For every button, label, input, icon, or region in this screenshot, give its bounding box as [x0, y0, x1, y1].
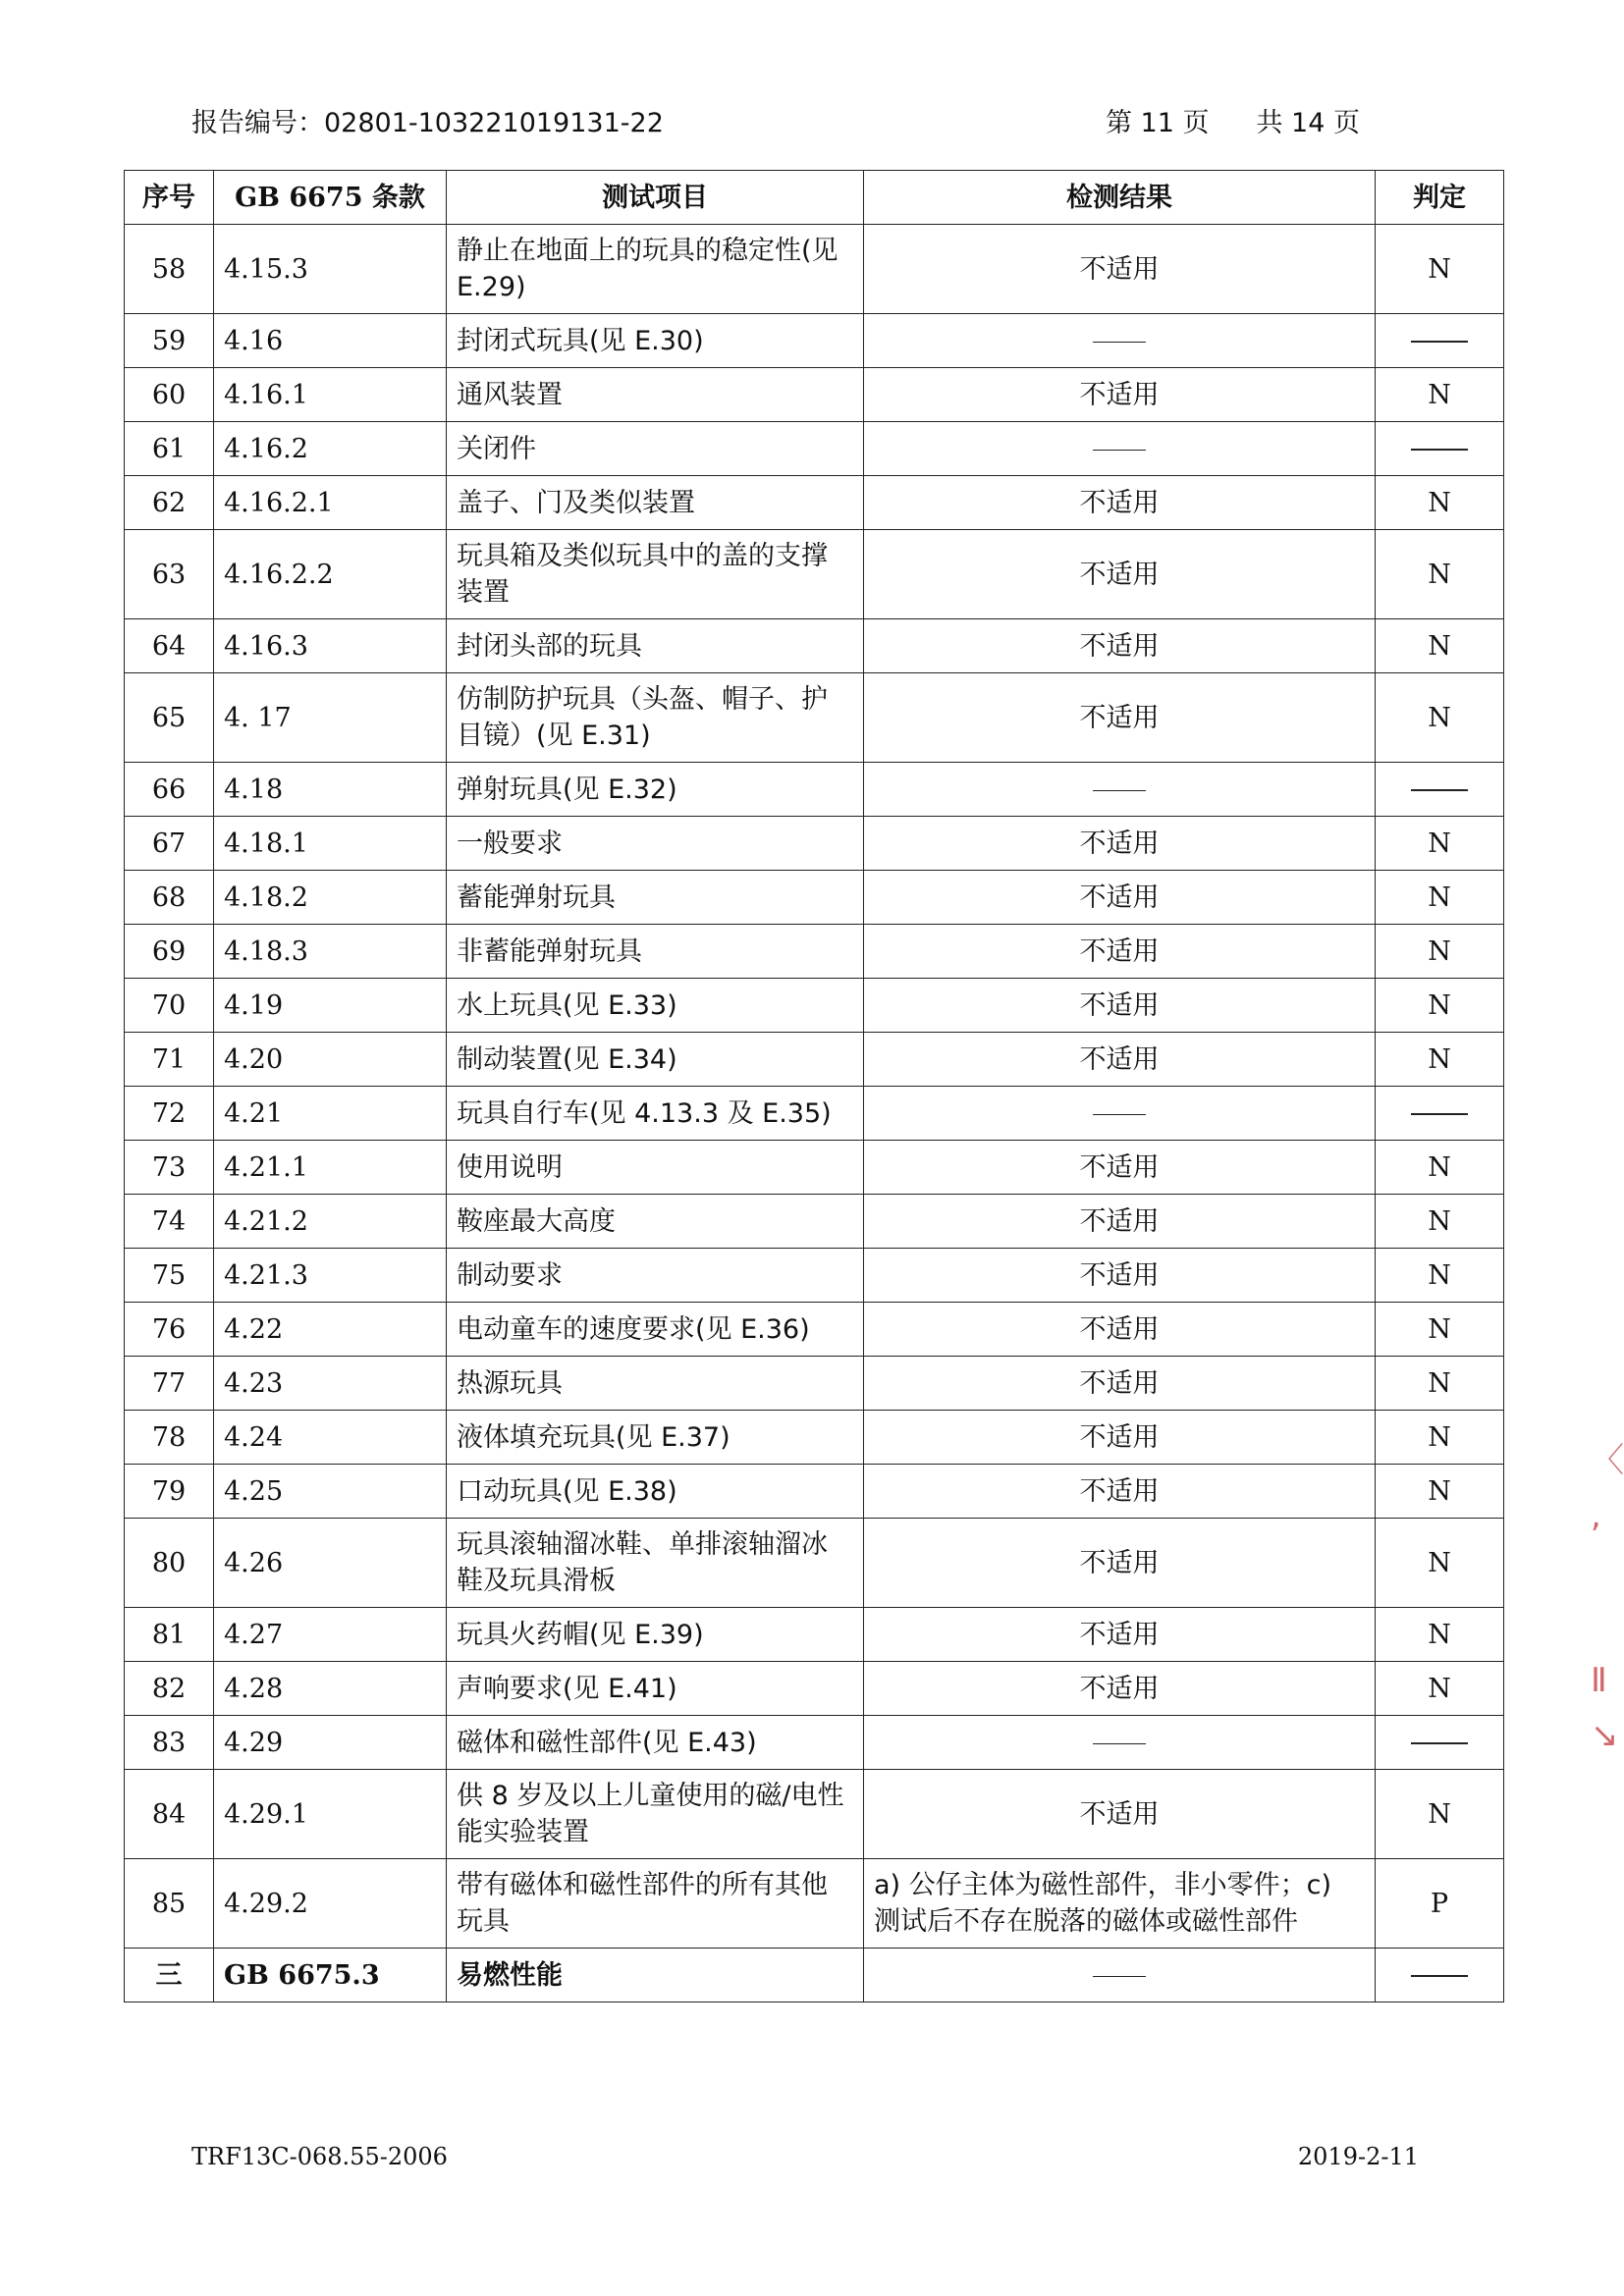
row-verdict: N — [1376, 673, 1504, 763]
row-test-item: 盖子、门及类似装置 — [447, 476, 864, 530]
table-row — [125, 368, 1504, 422]
row-number: 65 — [125, 673, 214, 763]
row-test-item: 玩具火药帽(见 E.39) — [447, 1608, 864, 1662]
header-verdict: 判定 — [1376, 171, 1504, 225]
table-row — [125, 1465, 1504, 1519]
row-verdict: N — [1376, 979, 1504, 1033]
row-result — [864, 422, 1376, 476]
row-result — [864, 1087, 1376, 1141]
row-test-item: 制动要求 — [447, 1249, 864, 1303]
table-row — [125, 1141, 1504, 1195]
form-code: TRF13C-068.55-2006 — [191, 2143, 448, 2170]
row-test-item: 易燃性能 — [447, 1949, 864, 2002]
dash-placeholder — [1093, 342, 1146, 343]
row-verdict: N — [1376, 1195, 1504, 1249]
row-verdict — [1376, 763, 1504, 817]
row-number: 77 — [125, 1357, 214, 1411]
table-row — [125, 1195, 1504, 1249]
table-row — [125, 763, 1504, 817]
row-test-item: 带有磁体和磁性部件的所有其他玩具 — [447, 1859, 864, 1949]
row-number: 80 — [125, 1519, 214, 1608]
dash-placeholder — [1411, 1975, 1468, 1977]
row-number: 62 — [125, 476, 214, 530]
row-clause: 4.29.2 — [214, 1859, 447, 1949]
row-result: 不适用 — [864, 817, 1376, 871]
row-verdict: P — [1376, 1859, 1504, 1949]
row-verdict: N — [1376, 1249, 1504, 1303]
table-row — [125, 476, 1504, 530]
table-row — [125, 1716, 1504, 1770]
table-row — [125, 925, 1504, 979]
row-test-item: 通风装置 — [447, 368, 864, 422]
page-header — [191, 101, 1360, 140]
row-number: 63 — [125, 530, 214, 619]
row-test-item: 供 8 岁及以上儿童使用的磁/电性能实验装置 — [447, 1770, 864, 1859]
row-clause: 4.29 — [214, 1716, 447, 1770]
row-clause: 4.16 — [214, 314, 447, 368]
row-number: 72 — [125, 1087, 214, 1141]
row-clause: 4. 17 — [214, 673, 447, 763]
row-clause: 4.21.2 — [214, 1195, 447, 1249]
row-number: 76 — [125, 1303, 214, 1357]
row-test-item: 弹射玩具(见 E.32) — [447, 763, 864, 817]
row-clause: 4.21 — [214, 1087, 447, 1141]
seal-stamp-fragment: 〈 , Ⅱ ↘ — [1591, 1441, 1624, 1755]
row-clause: 4.21.1 — [214, 1141, 447, 1195]
row-clause: 4.16.2.1 — [214, 476, 447, 530]
row-number: 71 — [125, 1033, 214, 1087]
dash-placeholder — [1411, 449, 1468, 451]
row-clause: 4.27 — [214, 1608, 447, 1662]
row-result: 不适用 — [864, 1303, 1376, 1357]
row-result: 不适用 — [864, 979, 1376, 1033]
table-row — [125, 979, 1504, 1033]
row-clause: 4.15.3 — [214, 225, 447, 314]
row-clause: 4.29.1 — [214, 1770, 447, 1859]
row-result: a) 公仔主体为磁性部件，非小零件；c) 测试后不存在脱落的磁体或磁性部件 — [864, 1859, 1376, 1949]
table-row — [125, 1608, 1504, 1662]
form-date: 2019-2-11 — [1297, 2143, 1419, 2170]
row-test-item: 口动玩具(见 E.38) — [447, 1465, 864, 1519]
row-verdict — [1376, 422, 1504, 476]
row-result: 不适用 — [864, 1195, 1376, 1249]
row-number: 82 — [125, 1662, 214, 1716]
row-verdict: N — [1376, 1411, 1504, 1465]
row-clause: 4.20 — [214, 1033, 447, 1087]
dash-placeholder — [1093, 790, 1146, 791]
row-clause: 4.16.2 — [214, 422, 447, 476]
row-test-item: 水上玩具(见 E.33) — [447, 979, 864, 1033]
row-result: 不适用 — [864, 368, 1376, 422]
row-result: 不适用 — [864, 225, 1376, 314]
row-result: 不适用 — [864, 1465, 1376, 1519]
table-row — [125, 1859, 1504, 1949]
row-number: 66 — [125, 763, 214, 817]
row-clause: 4.24 — [214, 1411, 447, 1465]
row-test-item: 制动装置(见 E.34) — [447, 1033, 864, 1087]
row-verdict: N — [1376, 925, 1504, 979]
row-result — [864, 314, 1376, 368]
row-number: 64 — [125, 619, 214, 673]
row-verdict: N — [1376, 1770, 1504, 1859]
row-result: 不适用 — [864, 1357, 1376, 1411]
row-test-item: 热源玩具 — [447, 1357, 864, 1411]
row-clause: 4.18 — [214, 763, 447, 817]
table-row — [125, 225, 1504, 314]
row-clause: 4.16.3 — [214, 619, 447, 673]
table-row — [125, 871, 1504, 925]
page-footer — [191, 2143, 1419, 2178]
row-result: 不适用 — [864, 1411, 1376, 1465]
row-verdict: N — [1376, 1357, 1504, 1411]
row-result — [864, 763, 1376, 817]
table-row — [125, 1357, 1504, 1411]
report-number: 报告编号：02801-103221019131-22 — [191, 108, 664, 138]
row-result: 不适用 — [864, 476, 1376, 530]
table-row — [125, 1087, 1504, 1141]
row-test-item: 仿制防护玩具（头盔、帽子、护目镜）(见 E.31) — [447, 673, 864, 763]
row-verdict: N — [1376, 225, 1504, 314]
row-result: 不适用 — [864, 1608, 1376, 1662]
page-info — [1102, 101, 1360, 139]
page-number: 第 11 页 — [1105, 108, 1210, 138]
row-verdict: N — [1376, 1465, 1504, 1519]
row-verdict: N — [1376, 1662, 1504, 1716]
row-verdict: N — [1376, 1303, 1504, 1357]
row-number: 三 — [125, 1949, 214, 2002]
row-clause: 4.16.2.2 — [214, 530, 447, 619]
row-verdict — [1376, 1087, 1504, 1141]
row-number: 61 — [125, 422, 214, 476]
row-result: 不适用 — [864, 1662, 1376, 1716]
row-verdict: N — [1376, 1519, 1504, 1608]
row-number: 79 — [125, 1465, 214, 1519]
row-clause: 4.23 — [214, 1357, 447, 1411]
row-result: 不适用 — [864, 871, 1376, 925]
row-clause: 4.18.3 — [214, 925, 447, 979]
dash-placeholder — [1411, 1742, 1468, 1744]
row-result: 不适用 — [864, 1519, 1376, 1608]
test-results-table — [124, 170, 1504, 2002]
row-result: 不适用 — [864, 925, 1376, 979]
row-clause: 4.16.1 — [214, 368, 447, 422]
row-verdict — [1376, 1716, 1504, 1770]
table-row — [125, 1303, 1504, 1357]
header-clause: GB 6675 条款 — [214, 171, 447, 225]
row-test-item: 磁体和磁性部件(见 E.43) — [447, 1716, 864, 1770]
row-result: 不适用 — [864, 1770, 1376, 1859]
dash-placeholder — [1093, 1114, 1146, 1115]
row-result — [864, 1716, 1376, 1770]
row-test-item: 液体填充玩具(见 E.37) — [447, 1411, 864, 1465]
row-result: 不适用 — [864, 1249, 1376, 1303]
row-verdict: N — [1376, 368, 1504, 422]
row-test-item: 一般要求 — [447, 817, 864, 871]
table-row — [125, 1033, 1504, 1087]
row-verdict: N — [1376, 476, 1504, 530]
table-header-row — [125, 171, 1504, 225]
row-verdict: N — [1376, 817, 1504, 871]
row-verdict: N — [1376, 1033, 1504, 1087]
table-row — [125, 817, 1504, 871]
row-test-item: 关闭件 — [447, 422, 864, 476]
dash-placeholder — [1411, 1113, 1468, 1115]
row-result: 不适用 — [864, 1033, 1376, 1087]
row-result: 不适用 — [864, 1141, 1376, 1195]
table-row — [125, 1249, 1504, 1303]
row-number: 83 — [125, 1716, 214, 1770]
header-result: 检测结果 — [864, 171, 1376, 225]
row-clause: 4.21.3 — [214, 1249, 447, 1303]
row-result: 不适用 — [864, 619, 1376, 673]
dash-placeholder — [1093, 450, 1146, 451]
row-clause: 4.26 — [214, 1519, 447, 1608]
row-clause: 4.19 — [214, 979, 447, 1033]
row-test-item: 封闭头部的玩具 — [447, 619, 864, 673]
row-result: 不适用 — [864, 673, 1376, 763]
table-row — [125, 619, 1504, 673]
row-number: 58 — [125, 225, 214, 314]
row-clause: 4.25 — [214, 1465, 447, 1519]
row-number: 85 — [125, 1859, 214, 1949]
table-row — [125, 1519, 1504, 1608]
table-row — [125, 1662, 1504, 1716]
row-number: 67 — [125, 817, 214, 871]
table-row — [125, 673, 1504, 763]
row-number: 75 — [125, 1249, 214, 1303]
row-verdict: N — [1376, 1141, 1504, 1195]
section-row — [125, 1949, 1504, 2002]
row-number: 70 — [125, 979, 214, 1033]
row-test-item: 玩具自行车(见 4.13.3 及 E.35) — [447, 1087, 864, 1141]
header-item: 测试项目 — [447, 171, 864, 225]
row-clause: GB 6675.3 — [214, 1949, 447, 2002]
dash-placeholder — [1093, 1976, 1146, 1977]
dash-placeholder — [1411, 341, 1468, 343]
dash-placeholder — [1093, 1743, 1146, 1744]
row-test-item: 鞍座最大高度 — [447, 1195, 864, 1249]
row-number: 60 — [125, 368, 214, 422]
row-verdict — [1376, 1949, 1504, 2002]
row-clause: 4.18.1 — [214, 817, 447, 871]
row-verdict: N — [1376, 619, 1504, 673]
row-verdict: N — [1376, 1608, 1504, 1662]
row-test-item: 静止在地面上的玩具的稳定性(见 E.29) — [447, 225, 864, 314]
table-row — [125, 530, 1504, 619]
row-clause: 4.22 — [214, 1303, 447, 1357]
row-number: 59 — [125, 314, 214, 368]
table-row — [125, 314, 1504, 368]
row-verdict: N — [1376, 530, 1504, 619]
row-number: 74 — [125, 1195, 214, 1249]
row-test-item: 蓄能弹射玩具 — [447, 871, 864, 925]
row-test-item: 电动童车的速度要求(见 E.36) — [447, 1303, 864, 1357]
row-test-item: 声响要求(见 E.41) — [447, 1662, 864, 1716]
row-test-item: 非蓄能弹射玩具 — [447, 925, 864, 979]
row-result: 不适用 — [864, 530, 1376, 619]
row-test-item: 玩具滚轴溜冰鞋、单排滚轴溜冰鞋及玩具滑板 — [447, 1519, 864, 1608]
row-number: 78 — [125, 1411, 214, 1465]
row-test-item: 玩具箱及类似玩具中的盖的支撑装置 — [447, 530, 864, 619]
dash-placeholder — [1411, 789, 1468, 791]
row-number: 84 — [125, 1770, 214, 1859]
row-clause: 4.28 — [214, 1662, 447, 1716]
row-test-item: 封闭式玩具(见 E.30) — [447, 314, 864, 368]
table-row — [125, 1411, 1504, 1465]
row-verdict: N — [1376, 871, 1504, 925]
row-verdict — [1376, 314, 1504, 368]
header-no: 序号 — [125, 171, 214, 225]
page-total: 共 14 页 — [1256, 108, 1360, 138]
row-number: 73 — [125, 1141, 214, 1195]
table-row — [125, 422, 1504, 476]
row-number: 81 — [125, 1608, 214, 1662]
row-test-item: 使用说明 — [447, 1141, 864, 1195]
row-clause: 4.18.2 — [214, 871, 447, 925]
row-result — [864, 1949, 1376, 2002]
row-number: 69 — [125, 925, 214, 979]
row-number: 68 — [125, 871, 214, 925]
table-row — [125, 1770, 1504, 1859]
